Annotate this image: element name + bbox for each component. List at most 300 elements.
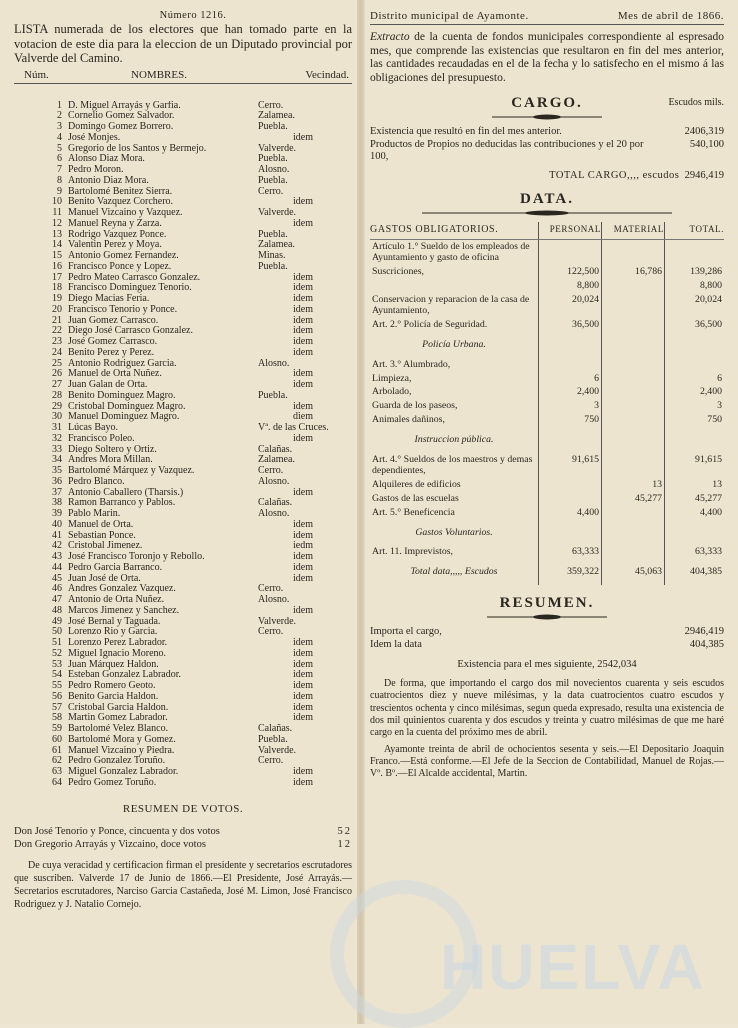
expense-personal: 4,400: [539, 506, 602, 520]
voter-name: Valentin Perez y Moya.: [68, 240, 162, 251]
header-num: Núm.: [24, 68, 49, 81]
voter-number: 8: [57, 174, 62, 186]
voter-row: [14, 477, 352, 488]
expense-personal: [539, 239, 602, 265]
voter-name: Alonso Diaz Mora.: [68, 154, 145, 165]
resumen-line: [370, 626, 724, 639]
voter-number: 38: [52, 497, 62, 509]
voter-number: 51: [52, 637, 62, 648]
voter-vecindad: Calañas.: [258, 444, 293, 455]
voter-row: [14, 617, 352, 628]
expense-row: [370, 478, 724, 492]
voter-number: 55: [52, 680, 62, 691]
signatures-paragraph: Ayamonte treinta de abril de ochocientos sesenta y seis.—El Depositario Joaquin Franco.—Está conforme.—El Jefe de la Seccion de Contabilidad, Manuel de Rojas.—Vº. Bº.—El Alcalde accidental, Martin.: [370, 743, 724, 780]
voter-name: José Francisco Toronjo y Rebollo.: [68, 552, 205, 562]
voter-name: Cristobal Garcia Haldon.: [68, 702, 169, 713]
voter-name: Benito Vazquez Corchero.: [68, 197, 174, 208]
voter-vecindad: Zalamea.: [258, 111, 295, 122]
voter-row: [14, 283, 352, 294]
voter-name: Antonio Diaz Mora.: [68, 175, 149, 186]
voter-name: Bartolomé Benitez Sierra.: [68, 186, 173, 197]
voter-vecindad: idem: [293, 648, 313, 659]
expense-material: 16,786: [602, 265, 665, 279]
resumen-section-title: [370, 595, 724, 620]
voter-number: 9: [57, 185, 62, 197]
voter-name: Juan Márquez Haldon.: [68, 659, 159, 670]
voter-name: Manuel Vizcaino y Piedra.: [68, 745, 175, 756]
expense-concept: Art. 4.° Sueldos de los maestros y demas dependientes,: [372, 453, 533, 477]
voter-row: [14, 101, 352, 112]
voter-number: 18: [52, 282, 62, 294]
voter-name: Pedro Mateo Carrasco Gonzalez.: [68, 272, 201, 283]
expense-personal: 6: [539, 372, 602, 386]
expense-personal: [539, 492, 602, 506]
voter-vecindad: idem: [293, 659, 313, 670]
voter-name: José Bernal y Taguada.: [68, 616, 161, 627]
voter-vecindad: idem: [293, 132, 313, 143]
voter-number: 5: [57, 142, 62, 154]
expense-total: 91,615: [665, 453, 725, 479]
expenses-table: [370, 222, 724, 586]
voter-name: Benito Garcia Haldon.: [68, 691, 159, 702]
expense-total: 404,385: [665, 559, 725, 585]
voter-vecindad: idem: [293, 326, 313, 337]
expense-total: [665, 427, 725, 453]
header-nombres: NOMBRES.: [131, 68, 187, 81]
voter-vecindad: Alosno.: [258, 165, 290, 175]
expense-personal: 91,615: [539, 453, 602, 479]
voter-number: 59: [52, 723, 62, 734]
voter-number: 49: [52, 615, 62, 627]
voter-vecindad: idem: [293, 433, 313, 444]
col-personal: PERSONAL: [539, 222, 602, 240]
expense-total: 45,277: [665, 492, 725, 506]
voter-row: [14, 681, 352, 692]
voter-number: 52: [52, 647, 62, 659]
voter-row: [14, 412, 352, 423]
total-cargo-value: 2946,419: [684, 169, 724, 181]
expense-material: [602, 453, 665, 479]
voter-row: [14, 402, 352, 413]
voter-vecindad: idem: [293, 283, 313, 294]
voter-vecindad: Alosno.: [258, 595, 290, 605]
voter-name: Cristobal Jimenez.: [68, 541, 143, 552]
expense-material: [602, 545, 665, 559]
units-label: Escudos mils.: [668, 97, 724, 108]
voter-row: [14, 552, 352, 563]
voter-name: Juan José de Orta.: [68, 573, 141, 584]
vote-candidate: Don José Tenorio y Ponce, cincuenta y dos votos: [14, 825, 220, 837]
voter-name: Francisco Tenorio y Ponce.: [68, 304, 178, 315]
voter-row: [14, 187, 352, 198]
voter-number: 19: [52, 293, 62, 304]
expense-personal: 359,322: [539, 559, 602, 585]
expense-total: [665, 239, 725, 265]
voter-vecindad: idem: [293, 767, 313, 777]
expense-concept: Conservacion y reparacion de la casa de Ayuntamiento,: [372, 293, 530, 317]
voter-name: Diego Soltero y Ortiz.: [68, 444, 157, 455]
voter-number: 17: [52, 271, 62, 283]
voter-vecindad: Calañas.: [258, 724, 293, 734]
voter-name: Martin Gomez Labrador.: [68, 713, 168, 724]
expense-concept: Arbolado,: [372, 386, 412, 398]
expense-material: [602, 239, 665, 265]
voter-vecindad: Cerro.: [258, 756, 284, 767]
expense-personal: 8,800: [539, 279, 602, 293]
voter-number: 4: [57, 131, 62, 143]
voter-row: [14, 326, 352, 337]
expense-personal: 36,500: [539, 318, 602, 332]
voter-name: Rodrigo Vazquez Ponce.: [68, 229, 167, 240]
cargo-line: [370, 139, 724, 164]
voter-name: Pedro Romero Geoto.: [68, 681, 156, 691]
voter-vecindad: Cerro.: [258, 627, 284, 638]
expense-concept: Limpieza,: [372, 372, 412, 384]
voter-number: 23: [52, 336, 62, 347]
voter-vecindad: idem: [293, 218, 313, 229]
voter-vecindad: idem: [293, 294, 313, 304]
vote-candidate: Don Gregorio Arrayás y Vizcaino, doce votos: [14, 838, 206, 850]
voter-row: [14, 273, 352, 284]
voter-vecindad: idem: [293, 702, 313, 713]
voter-list: [14, 101, 352, 789]
voter-number: 62: [52, 755, 62, 767]
voter-number: 61: [52, 744, 62, 756]
voter-vecindad: Valverde.: [258, 208, 297, 218]
voter-name: D. Miguel Arrayás y Garfia.: [68, 100, 181, 111]
expense-row: [370, 399, 724, 413]
voter-row: [14, 767, 352, 778]
voter-name: Pedro Blanco.: [68, 476, 125, 487]
expense-row: [370, 279, 724, 293]
expense-personal: [539, 478, 602, 492]
voter-vecindad: Valverde.: [258, 143, 297, 154]
total-cargo-label: TOTAL CARGO,,,, escudos: [549, 169, 680, 181]
voter-number: 47: [52, 594, 62, 605]
voter-number: 36: [52, 475, 62, 487]
district-name: Distrito municipal de Ayamonte.: [370, 10, 529, 22]
expense-row: [370, 559, 724, 585]
voter-row: [14, 531, 352, 542]
cargo-concept: Existencia que resultó en fin del mes anterior.: [370, 126, 562, 137]
voter-name: Antonio de Orta Nuñez.: [68, 595, 165, 605]
votes-summary: [14, 825, 352, 851]
voter-number: 29: [52, 400, 62, 412]
voter-name: Manuel de Orta Nuñez.: [68, 369, 162, 380]
voter-vecindad: Vª. de las Cruces.: [258, 423, 329, 433]
col-gastos: GASTOS OBLIGATORIOS.: [370, 222, 539, 240]
voter-number: 27: [52, 379, 62, 390]
col-total: TOTAL.: [665, 222, 725, 240]
voter-name: Andres Mora Millan.: [68, 455, 153, 466]
voter-vecindad: idem: [293, 337, 313, 347]
voter-row: [14, 563, 352, 574]
voter-name: Pedro Garcia Barranco.: [68, 562, 163, 573]
voter-row: [14, 230, 352, 241]
voter-row: [14, 316, 352, 327]
expense-concept: Instruccion pública.: [414, 433, 494, 445]
cargo-lines: [370, 126, 724, 164]
voter-number: 46: [52, 583, 62, 595]
voter-number: 32: [52, 432, 62, 444]
cargo-section-title: [370, 95, 724, 120]
voter-number: 13: [52, 228, 62, 240]
voter-name: Cristobal Dominguez Magro.: [68, 401, 186, 412]
voter-name: Lorenzo Rio y Garcia.: [68, 627, 158, 638]
voter-row: [14, 133, 352, 144]
expense-total: 8,800: [665, 279, 725, 293]
voter-row: [14, 423, 352, 434]
voter-number: 7: [57, 164, 62, 175]
voter-row: [14, 197, 352, 208]
voter-vecindad: Cerro.: [258, 100, 284, 111]
left-column: [14, 10, 352, 911]
votes-summary-title: RESUMEN DE VOTOS.: [122, 802, 244, 815]
expense-row: [370, 293, 724, 319]
voter-vecindad: Alosno.: [258, 509, 290, 519]
voter-number: 12: [52, 217, 62, 229]
voter-name: Pedro Gomez Toruño.: [68, 777, 157, 788]
voter-name: Pedro Gonzalez Toruño.: [68, 756, 166, 767]
expense-material: [602, 413, 665, 427]
voter-row: [14, 606, 352, 617]
expense-concept: Gastos de las escuelas: [372, 493, 459, 505]
expense-concept: Alquileres de edificios: [372, 479, 461, 491]
list-header: [14, 69, 352, 84]
expense-total: 36,500: [665, 318, 725, 332]
voter-vecindad: idem: [293, 605, 313, 616]
voter-vecindad: Puebla.: [258, 390, 288, 401]
vote-count: 12: [337, 838, 352, 850]
voter-number: 40: [52, 518, 62, 530]
voter-name: Antonio Caballero (Tharsis.): [68, 487, 184, 498]
voter-vecindad: idem: [293, 369, 313, 380]
voter-name: Lorenzo Perez Labrador.: [68, 638, 168, 648]
total-cargo: [370, 170, 724, 181]
voter-name: Diego José Carrasco Gonzalez.: [68, 326, 193, 337]
voter-vecindad: idem: [293, 552, 313, 562]
voter-number: 11: [52, 207, 62, 218]
voter-row: [14, 154, 352, 165]
account-header: [370, 10, 724, 25]
voter-number: 14: [52, 239, 62, 251]
voter-vecindad: idem: [293, 713, 313, 724]
voter-row: [14, 756, 352, 767]
expense-material: 13: [602, 478, 665, 492]
list-title: LISTA numerada de los electores que han tomado parte en la votacion de este dia para la eleccion de un Diputado provincial por Valverde del Camino.: [14, 22, 352, 65]
voter-number: 54: [52, 669, 62, 681]
voter-name: Miguel Ignacio Moreno.: [68, 648, 167, 659]
expense-row: [370, 520, 724, 546]
voter-name: Bartolomé Márquez y Vazquez.: [68, 466, 195, 476]
expense-personal: 20,024: [539, 293, 602, 319]
header-vecindad: Vecindad.: [305, 68, 349, 81]
extract-lead: Extracto: [370, 31, 410, 43]
expense-concept: Guarda de los paseos,: [372, 400, 458, 412]
voter-number: 63: [52, 766, 62, 777]
voter-vecindad: Cerro.: [258, 466, 284, 476]
voter-number: 48: [52, 604, 62, 616]
voter-vecindad: Puebla.: [258, 122, 288, 132]
voter-vecindad: idem: [293, 691, 313, 702]
voter-vecindad: Valverde.: [258, 616, 297, 627]
voter-row: [14, 455, 352, 466]
expense-personal: 3: [539, 399, 602, 413]
expense-row: [370, 358, 724, 372]
expense-concept: Animales dañinos,: [372, 414, 445, 426]
expense-total: 750: [665, 413, 725, 427]
voter-vecindad: Cerro.: [258, 186, 284, 197]
expense-material: [602, 506, 665, 520]
resumen-concept: Idem la data: [370, 638, 422, 650]
voter-row: [14, 176, 352, 187]
voter-row: [14, 305, 352, 316]
existencia-value: 2542,034: [597, 659, 637, 671]
voter-vecindad: idem: [293, 272, 313, 283]
voter-name: Manuel Dominguez Magro.: [68, 412, 180, 423]
expense-material: 45,277: [602, 492, 665, 506]
voter-row: [14, 348, 352, 359]
expense-row: [370, 372, 724, 386]
voter-row: [14, 369, 352, 380]
expense-concept: Art. 11. Imprevistos,: [372, 546, 453, 558]
voter-vecindad: idem: [293, 519, 313, 530]
expense-row: [370, 545, 724, 559]
expense-concept: Art. 5.° Beneficencia: [372, 506, 455, 518]
voter-row: [14, 638, 352, 649]
expense-personal: 122,500: [539, 265, 602, 279]
voter-number: 35: [52, 465, 62, 476]
expense-personal: 63,333: [539, 545, 602, 559]
voter-number: 41: [52, 529, 62, 541]
cargo-amount: 540,100: [689, 138, 724, 150]
voter-number: 42: [52, 540, 62, 552]
voter-row: [14, 488, 352, 499]
voter-row: [14, 111, 352, 122]
voter-number: 15: [52, 250, 62, 261]
voter-name: Andres Gonzalez Vazquez.: [68, 584, 176, 595]
voter-row: [14, 627, 352, 638]
voter-row: [14, 219, 352, 230]
voter-vecindad: Minas.: [258, 251, 286, 261]
voter-number: 50: [52, 626, 62, 638]
issue-number: Número 1216.: [159, 10, 227, 21]
voter-row: [14, 574, 352, 585]
expense-row: [370, 453, 724, 479]
voter-row: [14, 251, 352, 262]
expense-material: [602, 358, 665, 372]
ornament-divider: [487, 614, 607, 620]
account-month: Mes de abril de 1866.: [617, 10, 724, 22]
resumen-title: RESUMEN.: [499, 595, 595, 612]
voter-number: 31: [52, 422, 62, 433]
voter-number: 58: [52, 712, 62, 724]
voter-name: Pablo Marin.: [68, 509, 121, 519]
vote-line: [14, 838, 352, 851]
expense-row: [370, 427, 724, 453]
watermark-text: HUELVA: [440, 931, 706, 1003]
voter-row: [14, 541, 352, 552]
voter-name: Manuel Vizcaino y Vazquez.: [68, 208, 183, 218]
voter-row: [14, 122, 352, 133]
expense-total: [665, 358, 725, 372]
voter-number: 22: [52, 325, 62, 337]
expense-concept: Policía Urbana.: [422, 339, 486, 351]
resumen-amount: 404,385: [689, 638, 724, 650]
voter-vecindad: Alosno.: [258, 358, 290, 369]
expense-total: 139,286: [665, 265, 725, 279]
expense-personal: [539, 332, 602, 358]
expense-material: [602, 332, 665, 358]
voter-number: 37: [52, 486, 62, 498]
expense-row: [370, 239, 724, 265]
voter-row: [14, 724, 352, 735]
voter-row: [14, 746, 352, 757]
resumen-amount: 2946,419: [684, 626, 724, 638]
expense-row: [370, 506, 724, 520]
voter-vecindad: Cerro.: [258, 584, 284, 595]
voter-name: Bartolomé Velez Blanco.: [68, 724, 169, 734]
existencia-line: Existencia para el mes siguiente, 2542,034: [457, 659, 637, 671]
cargo-concept: Productos de Propios no deducidas las contribuciones y el 20 por 100,: [370, 138, 644, 162]
voter-name: Bartolomé Mora y Gomez.: [68, 734, 176, 745]
voter-row: [14, 660, 352, 671]
voter-name: Benito Dominguez Magro.: [68, 390, 176, 401]
expense-material: [602, 427, 665, 453]
closing-paragraph: De forma, que importando el cargo dos mil novecientos cuarenta y seis escudos cuatrocientos diez y nueve milésimas, y la data cuatrocientos cuatro escudos y trescientos ochenta y cinco milésimas, segun queda expresado, resulta una existencia de dos mil quinientos cuarenta y dos escudos y treinta y cuatro milésimas de que me haré cargo en la cuenta del próximo mes de abril.: [370, 678, 724, 739]
expense-concept: Total data,,,,, Escudos: [410, 566, 498, 578]
expense-total: 13: [665, 478, 725, 492]
voter-row: [14, 584, 352, 595]
voter-number: 1: [57, 99, 62, 111]
voter-row: [14, 595, 352, 606]
expense-material: [602, 399, 665, 413]
expense-total: 3: [665, 399, 725, 413]
voter-row: [14, 520, 352, 531]
voter-number: 2: [57, 110, 62, 122]
voter-number: 24: [52, 346, 62, 358]
voter-row: [14, 337, 352, 348]
voter-number: 64: [52, 776, 62, 788]
voter-name: Miguel Gonzalez Labrador.: [68, 767, 179, 777]
voter-name: Francisco Dominguez Tenorio.: [68, 283, 192, 294]
voter-vecindad: iedm: [293, 541, 313, 552]
voter-row: [14, 359, 352, 370]
voter-name: Juan Gomez Carrasco.: [68, 315, 159, 326]
expense-row: [370, 318, 724, 332]
expense-personal: [539, 520, 602, 546]
voter-number: 25: [52, 357, 62, 369]
voter-row: [14, 466, 352, 477]
voter-name: Diego Macias Feria.: [68, 294, 150, 304]
expense-row: [370, 265, 724, 279]
voter-vecindad: idem: [293, 530, 313, 541]
cargo-line: [370, 126, 724, 139]
voter-number: 6: [57, 153, 62, 165]
voter-vecindad: idem: [293, 315, 313, 326]
expense-material: [602, 372, 665, 386]
voter-number: 10: [52, 196, 62, 208]
expense-material: [602, 318, 665, 332]
expense-concept: Art. 3.° Alumbrado,: [372, 358, 451, 370]
closing-statement: De cuya veracidad y certificacion firman el presidente y secretarios escrutadores que suscriben. Valverde 17 de Junio de 1866.—El Presidente, José Arrayás.—Secretarios escrutadores, Narciso Garcia Castañeda, José M. Limon, José Francisco Rodriguez y J. Natalio Cornejo.: [14, 859, 352, 910]
voter-vecindad: idem: [293, 670, 313, 681]
voter-name: Marcos Jimenez y Sanchez.: [68, 605, 180, 616]
expense-material: 45,063: [602, 559, 665, 585]
voter-row: [14, 208, 352, 219]
data-section-title: [370, 191, 724, 216]
voter-number: 21: [52, 314, 62, 326]
